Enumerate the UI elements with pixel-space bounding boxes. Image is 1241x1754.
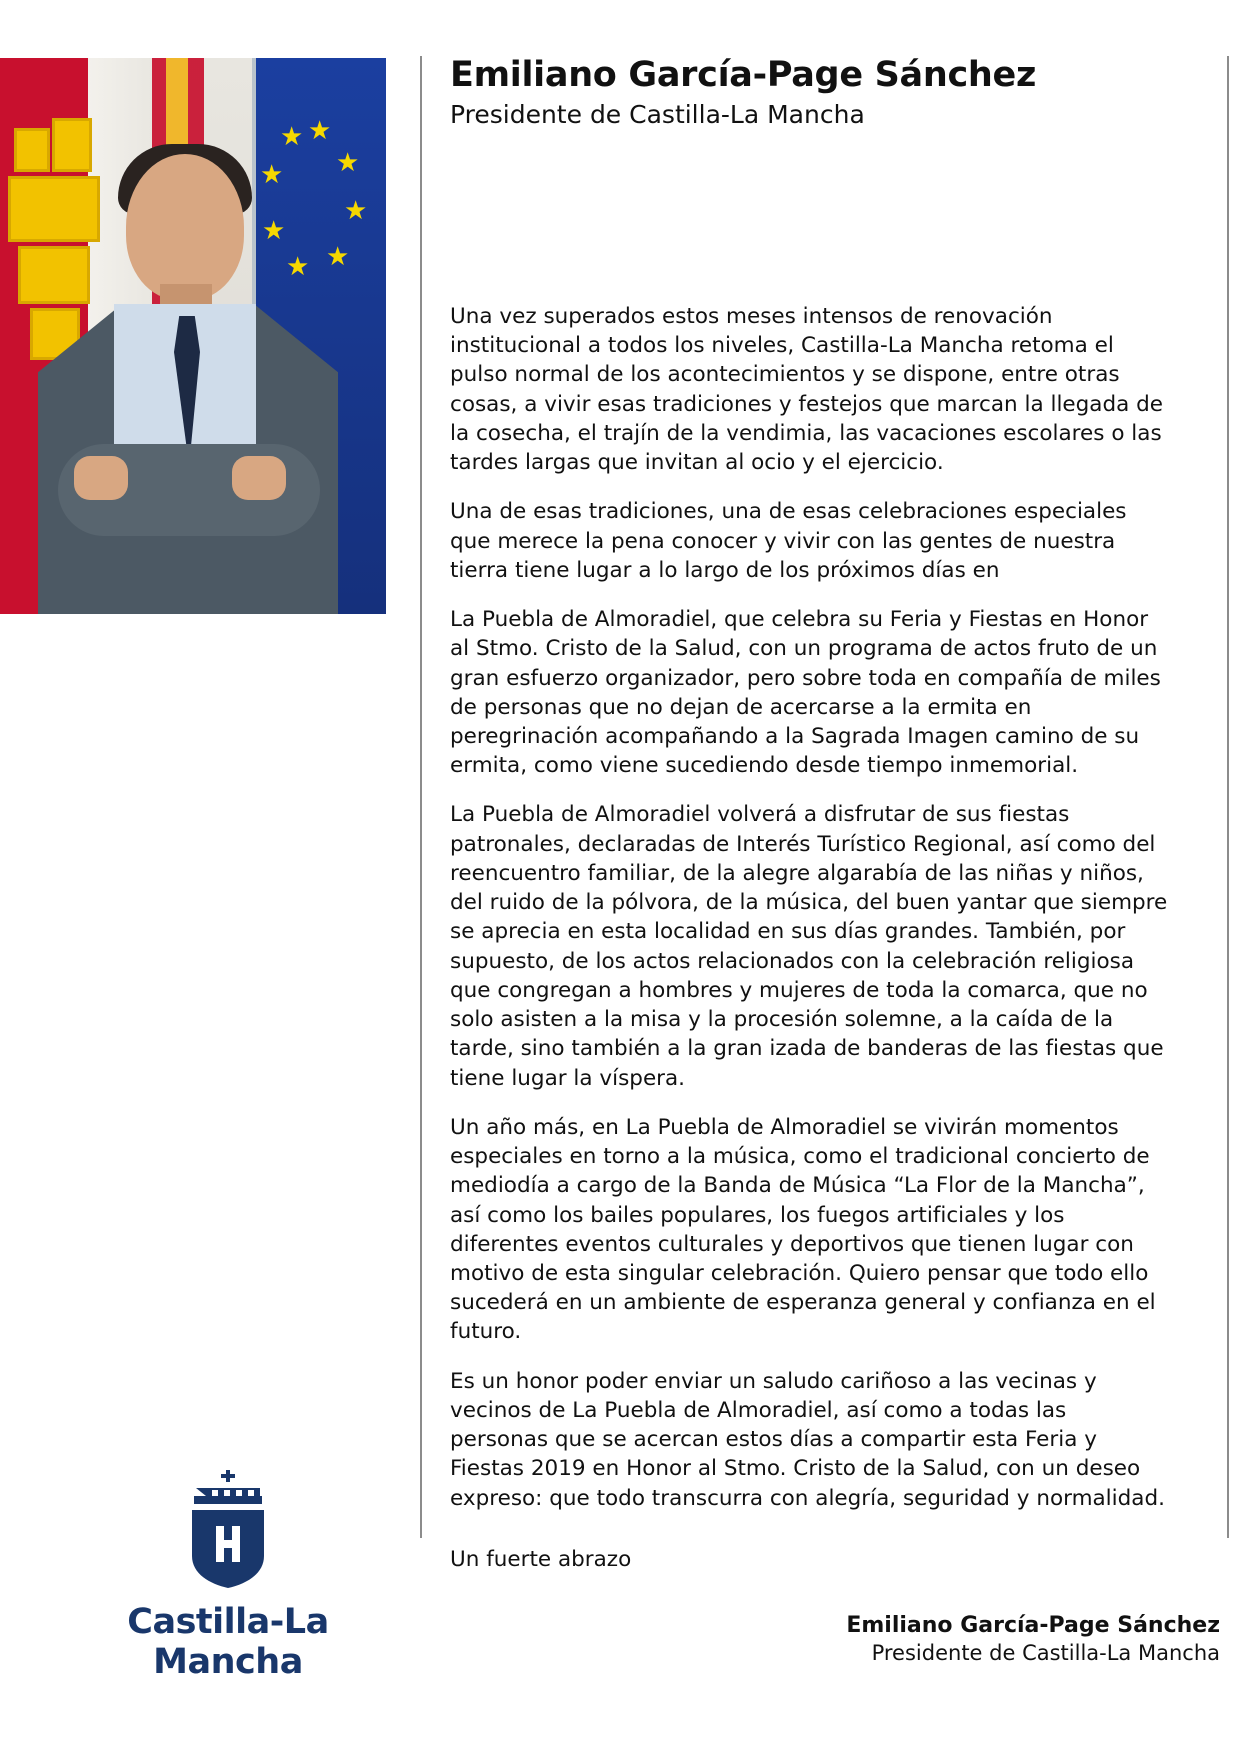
paragraph: La Puebla de Almoradiel, que celebra su Feria y Fiestas en Honor al Stmo. Cristo de la Salud, con un programa de actos fruto de un gran esfuerzo organizador, pero sobre toda en compañía de miles de personas que no dejan de acercarse a la ermita en peregrinación acompañando a la Sagrada Imagen camino de su ermita, como viene sucediendo desde tiempo inmemorial. — [450, 607, 1161, 779]
letter-body — [450, 302, 1170, 1513]
signature-block — [450, 1612, 1220, 1666]
paragraph: Una vez superados estos meses intensos de renovación institucional a todos los niveles, Castilla-La Mancha retoma el pulso normal de los acontecimientos y se dispone, entre otras cosas, a vivir esas tradiciones y festejos que marcan la llegada de la cosecha, el trajín de la vendimia, las vacaciones escolares o las tardes largas que invitan al ocio y el ejercicio. — [450, 303, 1164, 476]
castilla-la-mancha-shield-icon — [182, 1468, 274, 1588]
paragraph: Una de esas tradiciones, una de esas celebraciones especiales que merece la pena conocer y vivir con las gentes de nuestra tierra tiene lugar a lo largo de los próximos días en — [450, 499, 1127, 583]
portrait-photo — [0, 58, 386, 614]
logo-text: Castilla-La Mancha — [127, 1602, 329, 1682]
signature-role: Presidente de Castilla-La Mancha — [871, 1640, 1220, 1665]
signature-name: Emiliano García-Page Sánchez — [846, 1613, 1220, 1638]
president-figure — [18, 144, 348, 614]
paragraph: Un año más, en La Puebla de Almoradiel se vivirán momentos especiales en torno a la música, como el tradicional concierto de mediodía a cargo de la Banda de Música “La Flor de la Mancha”, así como los bailes populares, los fuegos artificiales y los diferentes eventos culturales y deportivos que tienen lugar con motivo de esta singular celebración. Quiero pensar que todo ello sucederá en un ambiente de esperanza general y confianza en el futuro. — [450, 1114, 1156, 1345]
vertical-divider-left — [420, 56, 422, 1538]
paragraph: La Puebla de Almoradiel volverá a disfrutar de sus fiestas patronales, declaradas de Interés Turístico Regional, así como del reencuentro familiar, de la alegre algarabía de las niñas y niños, del ruido de la pólvora, de la música, del buen yantar que siempre se aprecia en esta localidad en sus días grandes. También, por supuesto, de los actos relacionados con la celebración religiosa que congregan a hombres y mujeres de toda la comarca, que no solo asisten a la misa y la procesión solemne, a la caída de la tarde, sino también a la gran izada de banderas de las fiestas que tiene lugar la víspera. — [450, 802, 1168, 1091]
paragraph: Es un honor poder enviar un saludo cariñoso a las vecinas y vecinos de La Puebla de Almoradiel, así como a todas las personas que se acercan estos días a compartir esta Feria y Fiestas 2019 en Honor al Stmo. Cristo de la Salud, con un deseo expreso: que todo transcurra con alegría, seguridad y normalidad. — [450, 1368, 1165, 1511]
page-title: Emiliano García-Page Sánchez — [450, 55, 1037, 95]
closing-line: Un fuerte abrazo — [450, 1546, 632, 1572]
page-subtitle: Presidente de Castilla-La Mancha — [450, 100, 865, 130]
vertical-divider-right — [1227, 56, 1229, 1538]
regional-government-logo — [78, 1468, 378, 1682]
left-column — [0, 0, 420, 1754]
letter-content — [450, 56, 1170, 1572]
european-union-flag: ★ ★ ★ ★ ★ ★ ★ ★ — [256, 58, 386, 614]
